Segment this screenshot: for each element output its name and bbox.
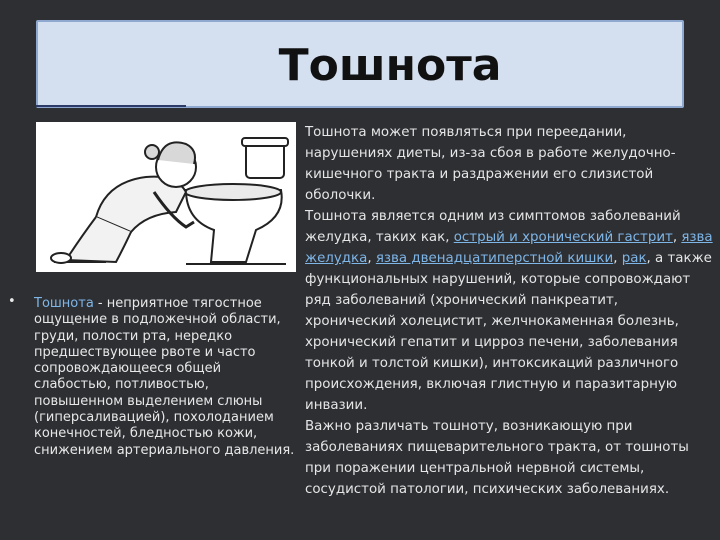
paragraph-distinguish: Важно различать тошноту, возникающую при заболеваниях пищеварительного тракта, от тошноты при поражении центральной нервной системы, сосудистой патологии, психических заболеваниях. [305,419,689,497]
separator-3: , [613,251,622,266]
definition-term: Тошнота [34,296,94,311]
description-column [305,122,713,500]
link-gastritis[interactable]: острый и хронический гастрит [453,230,673,245]
child-vomiting-into-toilet-illustration [36,122,296,272]
paragraph-diseases-lead: Тошнота является одним из симптомов заболеваний желудка, таких как, [305,209,681,245]
paragraph-diseases-rest: , а также функциональных нарушений, которые сопровождают ряд заболеваний (хронический панкреатит, хронический холецистит, желчнокаменная болезнь, хронический гепатит и цирроз печени, заболевания тонкой и толстой кишки), интоксикаций различного происхождения, включая глистную и паразитарную инвазии. [305,251,712,413]
separator-2: , [367,251,376,266]
link-duodenal-ulcer[interactable]: язва двенадцатиперстной кишки [375,251,614,266]
page-title: Тошнота [278,40,502,91]
paragraph-diseases [305,206,713,416]
bullet-marker: • [8,294,16,309]
paragraph-causes: Тошнота может появляться при переедании, нарушениях диеты, из-за сбоя в работе желудочно-кишечного тракта и раздражении его слизистой оболочки. [305,125,676,203]
link-cancer[interactable]: рак [621,251,647,266]
separator-1: , [672,230,682,245]
title-box [36,20,684,108]
definition-body: - неприятное тягостное ощущение в подложечной области, груди, полости рта, нередко предшествующее рвоте и часто сопровождающееся общей слабостью, потливостью, повышенном выделением слюны (гиперсаливацией), похолоданием конечностей, бледностью кожи, снижением артериального давления. [34,296,295,458]
illustration-svg [36,122,296,272]
title-underline [36,105,186,107]
definition-text [34,296,296,459]
link-stomach-ulcer[interactable]: язва желудка [305,230,713,266]
